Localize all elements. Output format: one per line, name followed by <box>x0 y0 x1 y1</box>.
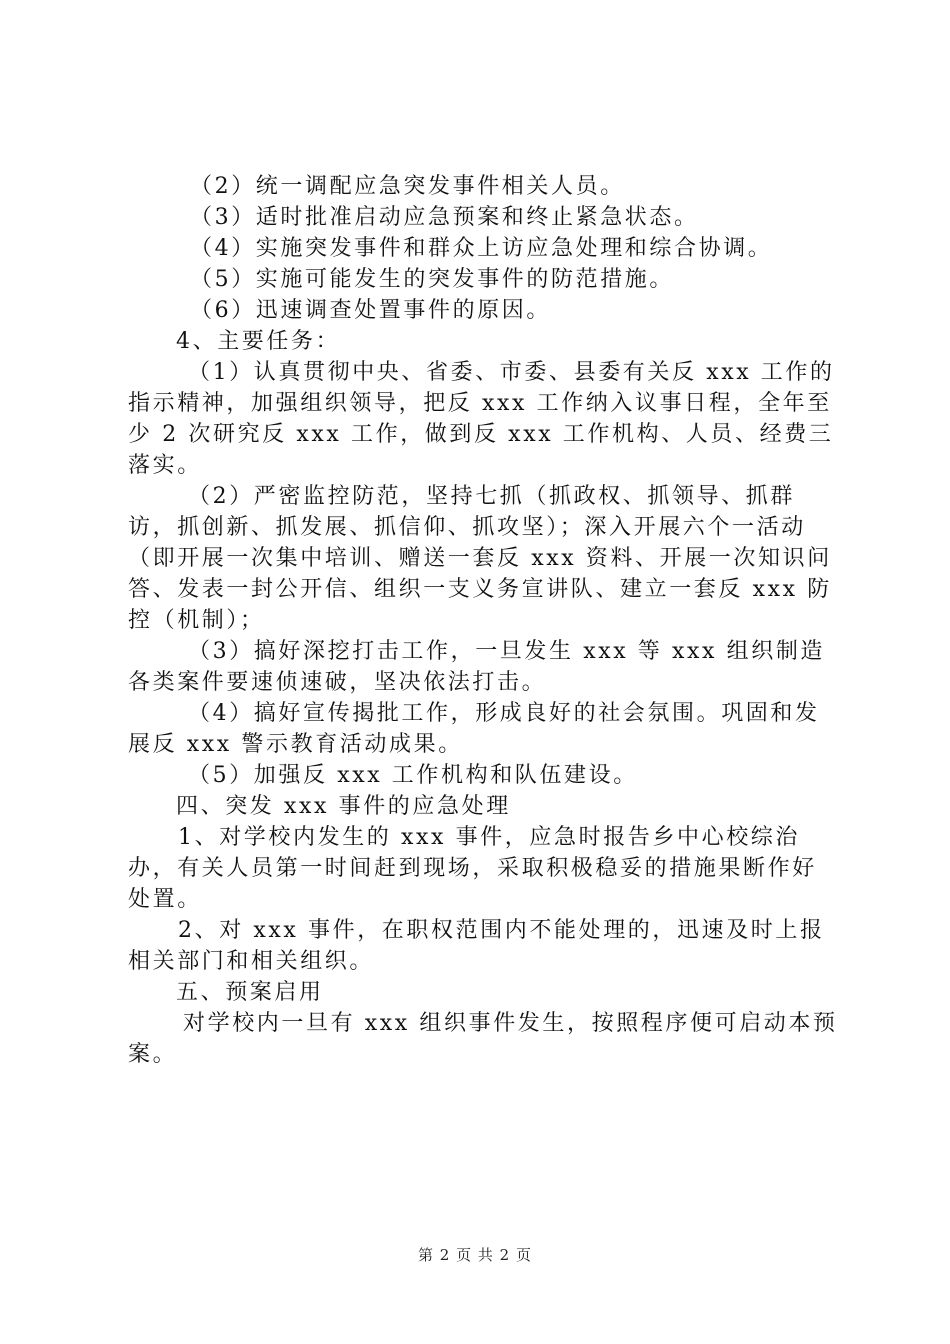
paragraph-item-2: （2）统一调配应急突发事件相关人员。 <box>190 174 625 199</box>
section-heading-emergency-handling: 四、突发 xxx 事件的应急处理 <box>176 794 511 819</box>
handling-paragraph-1: 1、对学校内发生的 xxx 事件，应急时报告乡中心校综治办，有关人员第一时间赶到现场，采取积极稳妥的措施果断作好处置。 <box>128 825 817 912</box>
task-paragraph-3: （3）搞好深挖打击工作，一旦发生 xxx 等 xxx 组织制造各类案件要速侦速破，坚决依法打击。 <box>128 639 826 695</box>
paragraph-item-6: （6）迅速调查处置事件的原因。 <box>190 298 551 323</box>
activation-paragraph: 对学校内一旦有 xxx 组织事件发生，按照程序便可启动本预案。 <box>128 1011 838 1067</box>
task-paragraph-5: （5）加强反 xxx 工作机构和队伍建设。 <box>188 763 638 788</box>
document-body <box>128 171 838 1070</box>
task-paragraph-1: （1）认真贯彻中央、省委、市委、县委有关反 xxx 工作的指示精神，加强组织领导，把反 xxx 工作纳入议事日程，全年至少 2 次研究反 xxx 工作，做到反 xxx 工作机构、人员、经费三落实。 <box>128 360 835 478</box>
page-number-footer: 第 2 页 共 2 页 <box>418 1246 532 1264</box>
section-heading-main-tasks: 4、主要任务： <box>176 329 341 354</box>
paragraph-item-3: （3）适时批准启动应急预案和终止紧急状态。 <box>190 205 699 230</box>
section-heading-plan-activation: 五、预案启用 <box>176 980 324 1005</box>
paragraph-item-5: （5）实施可能发生的突发事件的防范措施。 <box>190 267 674 292</box>
task-paragraph-2: （2）严密监控防范，坚持七抓（抓政权、抓领导、抓群访，抓创新、抓发展、抓信仰、抓攻坚）；深入开展六个一活动（即开展一次集中培训、赠送一套反 xxx 资料、开展一次知识问答、发表一封公开信、组织一支义务宣讲队、建立一套反 xxx 防控（机制）； <box>128 484 832 633</box>
task-paragraph-4: （4）搞好宣传揭批工作，形成良好的社会氛围。巩固和发展反 xxx 警示教育活动成果。 <box>128 701 820 757</box>
paragraph-item-4: （4）实施突发事件和群众上访应急处理和综合协调。 <box>190 236 773 261</box>
handling-paragraph-2: 2、对 xxx 事件，在职权范围内不能处理的，迅速及时上报相关部门和相关组织。 <box>128 918 825 974</box>
